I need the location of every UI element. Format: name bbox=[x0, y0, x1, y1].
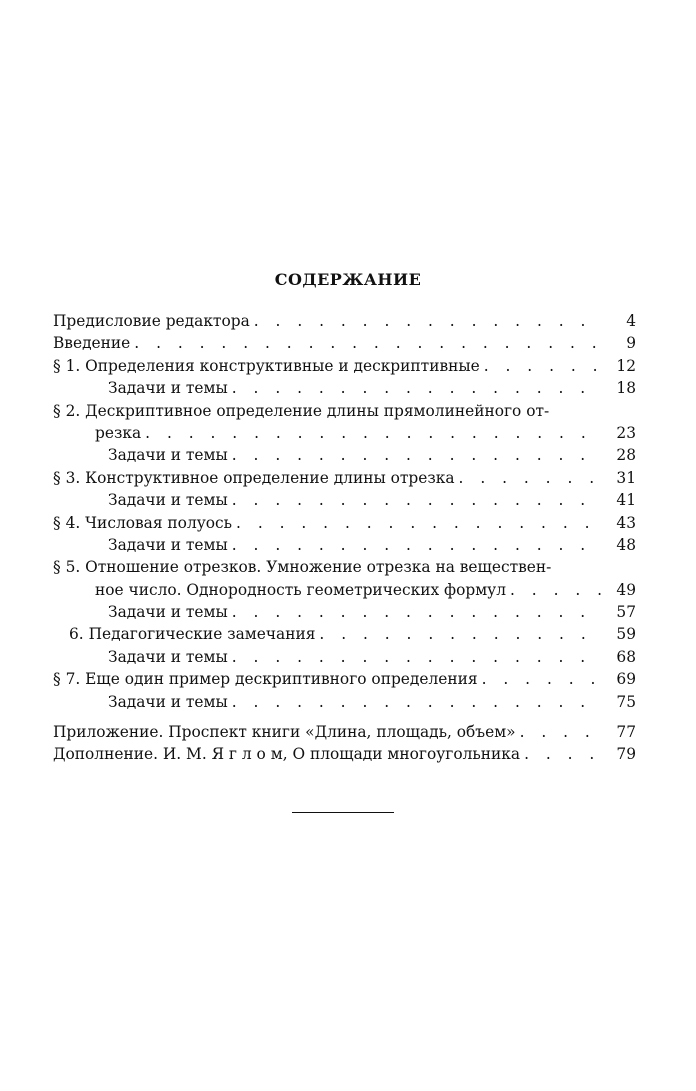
spacer bbox=[53, 713, 636, 721]
toc-entry-title: § 4. Числовая полуось bbox=[53, 513, 233, 532]
toc-page-number: 23 bbox=[616, 423, 636, 442]
toc-entry-title: Предисловие редактора bbox=[53, 312, 250, 330]
toc-entry-title: Задачи и темы bbox=[108, 535, 228, 554]
toc-entry-title: ное число. Однородность геометрических формул bbox=[95, 580, 507, 599]
toc-entry-appendix bbox=[53, 721, 636, 743]
toc-entry-intro bbox=[53, 332, 636, 354]
toc-page-number: 69 bbox=[616, 670, 636, 689]
toc-entry-title: § 7. Еще один пример дескриптивного определения bbox=[53, 670, 478, 689]
toc-entry-section-5-cont bbox=[53, 579, 636, 601]
dot-leader bbox=[228, 601, 602, 623]
toc-entry-title bbox=[53, 743, 520, 765]
page-title: СОДЕРЖАНИЕ bbox=[274, 270, 422, 289]
toc-entry-section-6-tasks bbox=[53, 646, 636, 668]
toc-page-number: 68 bbox=[616, 647, 636, 666]
dot-leader bbox=[480, 355, 602, 377]
toc-page-number: 49 bbox=[616, 580, 636, 599]
toc-entry-section-4 bbox=[53, 512, 636, 534]
toc-page-number: 31 bbox=[616, 468, 636, 487]
toc-entry-section-3-tasks bbox=[53, 489, 636, 511]
dot-leader bbox=[516, 721, 602, 743]
toc-page-number: 57 bbox=[616, 603, 636, 622]
toc-entry-title: § 1. Определения конструктивные и дескриптивные bbox=[53, 356, 480, 375]
toc-entry-title: § 5. Отношение отрезков. Умножение отрезка на веществен- bbox=[53, 558, 552, 577]
author-name: Я г л о м bbox=[211, 745, 283, 764]
dot-leader bbox=[455, 467, 602, 489]
toc-entry-section-4-tasks bbox=[53, 534, 636, 556]
toc-page-number: 77 bbox=[616, 723, 636, 742]
toc-entry-section-2 bbox=[53, 400, 636, 422]
toc-entry-section-6 bbox=[53, 623, 636, 645]
toc-entry-section-5 bbox=[53, 556, 636, 578]
toc-entry-title: Введение bbox=[53, 334, 131, 353]
toc-entry-title: 6. Педагогические замечания bbox=[69, 625, 316, 644]
toc-entry-supplement bbox=[53, 743, 636, 765]
toc-page-number: 75 bbox=[616, 692, 636, 711]
toc-entry-section-1 bbox=[53, 355, 636, 377]
dot-leader bbox=[478, 668, 602, 690]
toc-entry-section-5-tasks bbox=[53, 601, 636, 623]
toc-entry-title: Задачи и темы bbox=[108, 491, 228, 510]
dot-leader bbox=[228, 444, 602, 466]
toc-entry-title: Задачи и темы bbox=[108, 446, 228, 465]
toc-page-number: 9 bbox=[626, 334, 636, 353]
toc-entry-section-7 bbox=[53, 668, 636, 690]
toc-page-number: 48 bbox=[616, 535, 636, 554]
dot-leader bbox=[228, 691, 602, 713]
dot-leader bbox=[228, 646, 602, 668]
toc-entry-section-1-tasks bbox=[53, 377, 636, 399]
toc-entry-title: Задачи и темы bbox=[108, 692, 228, 711]
toc-entry-title: § 2. Дескриптивное определение длины прямолинейного от- bbox=[53, 401, 550, 420]
toc-entry-title: Задачи и темы bbox=[108, 603, 228, 622]
toc-entry-title: § 3. Конструктивное определение длины отрезка bbox=[53, 468, 455, 487]
toc-page-number: 12 bbox=[616, 356, 636, 375]
toc-page-number: 43 bbox=[616, 513, 636, 532]
toc-entry-section-3 bbox=[53, 467, 636, 489]
toc-page-number: 18 bbox=[616, 379, 636, 398]
toc-entry-title: Задачи и темы bbox=[108, 647, 228, 666]
supplement-prefix: Дополнение. И. М. bbox=[53, 745, 212, 764]
toc-page-number: 4 bbox=[626, 312, 636, 330]
toc-entry-section-7-tasks bbox=[53, 691, 636, 713]
dot-leader bbox=[141, 422, 602, 444]
supplement-title: , О площади многоугольника bbox=[282, 745, 521, 764]
dot-leader bbox=[506, 579, 602, 601]
dot-leader bbox=[228, 377, 602, 399]
toc-page-number: 59 bbox=[616, 625, 636, 644]
end-rule bbox=[292, 812, 394, 813]
toc-entry-preface bbox=[53, 310, 636, 332]
toc-entry-section-2-tasks bbox=[53, 444, 636, 466]
dot-leader bbox=[520, 743, 602, 765]
toc-entry-title: резка bbox=[95, 423, 142, 442]
dot-leader bbox=[130, 332, 602, 354]
dot-leader bbox=[228, 489, 602, 511]
toc-entry-title: Задачи и темы bbox=[108, 379, 228, 398]
toc-page-number: 79 bbox=[616, 745, 636, 764]
toc-entry-title: Приложение. Проспект книги «Длина, площадь, объем» bbox=[53, 723, 516, 742]
table-of-contents bbox=[53, 310, 636, 766]
toc-page-number: 41 bbox=[616, 491, 636, 510]
dot-leader bbox=[228, 534, 602, 556]
toc-page-number: 28 bbox=[616, 446, 636, 465]
dot-leader bbox=[250, 310, 602, 332]
toc-entry-section-2-cont bbox=[53, 422, 636, 444]
dot-leader bbox=[315, 623, 602, 645]
dot-leader bbox=[232, 512, 602, 534]
